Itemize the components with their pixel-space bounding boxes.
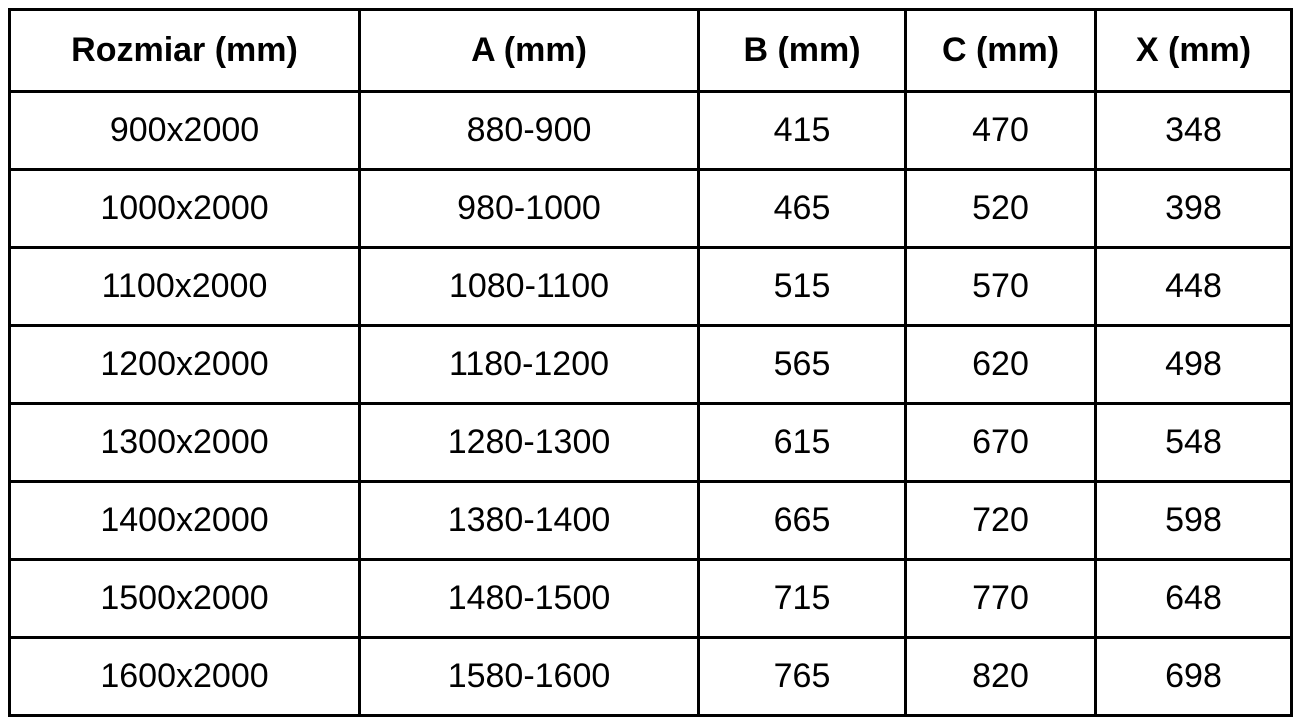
cell-a: 1480-1500 — [360, 560, 699, 638]
cell-rozmiar: 1200x2000 — [10, 326, 360, 404]
column-header-c: C (mm) — [906, 10, 1096, 92]
column-header-x: X (mm) — [1096, 10, 1292, 92]
cell-c: 720 — [906, 482, 1096, 560]
cell-c: 520 — [906, 170, 1096, 248]
cell-b: 615 — [699, 404, 906, 482]
cell-x: 398 — [1096, 170, 1292, 248]
cell-x: 598 — [1096, 482, 1292, 560]
dimensions-table-container — [8, 8, 1293, 717]
cell-rozmiar: 900x2000 — [10, 92, 360, 170]
cell-c: 570 — [906, 248, 1096, 326]
cell-x: 348 — [1096, 92, 1292, 170]
cell-rozmiar: 1000x2000 — [10, 170, 360, 248]
column-header-b: B (mm) — [699, 10, 906, 92]
table-row — [10, 92, 1292, 170]
cell-c: 670 — [906, 404, 1096, 482]
cell-a: 1380-1400 — [360, 482, 699, 560]
table-row — [10, 170, 1292, 248]
column-header-rozmiar: Rozmiar (mm) — [10, 10, 360, 92]
cell-a: 1180-1200 — [360, 326, 699, 404]
column-header-a: A (mm) — [360, 10, 699, 92]
table-row — [10, 560, 1292, 638]
cell-x: 698 — [1096, 638, 1292, 716]
cell-rozmiar: 1500x2000 — [10, 560, 360, 638]
table-row — [10, 404, 1292, 482]
table-row — [10, 326, 1292, 404]
cell-c: 820 — [906, 638, 1096, 716]
cell-c: 620 — [906, 326, 1096, 404]
cell-c: 470 — [906, 92, 1096, 170]
cell-a: 1080-1100 — [360, 248, 699, 326]
cell-x: 448 — [1096, 248, 1292, 326]
table-row — [10, 482, 1292, 560]
cell-x: 498 — [1096, 326, 1292, 404]
cell-rozmiar: 1600x2000 — [10, 638, 360, 716]
cell-a: 880-900 — [360, 92, 699, 170]
dimensions-table — [8, 8, 1293, 717]
cell-x: 648 — [1096, 560, 1292, 638]
cell-rozmiar: 1300x2000 — [10, 404, 360, 482]
cell-b: 515 — [699, 248, 906, 326]
cell-rozmiar: 1400x2000 — [10, 482, 360, 560]
cell-a: 1280-1300 — [360, 404, 699, 482]
cell-c: 770 — [906, 560, 1096, 638]
cell-b: 465 — [699, 170, 906, 248]
cell-rozmiar: 1100x2000 — [10, 248, 360, 326]
cell-a: 980-1000 — [360, 170, 699, 248]
cell-b: 415 — [699, 92, 906, 170]
cell-a: 1580-1600 — [360, 638, 699, 716]
table-row — [10, 248, 1292, 326]
cell-b: 565 — [699, 326, 906, 404]
cell-b: 715 — [699, 560, 906, 638]
cell-b: 765 — [699, 638, 906, 716]
cell-x: 548 — [1096, 404, 1292, 482]
header-row — [10, 10, 1292, 92]
cell-b: 665 — [699, 482, 906, 560]
table-row — [10, 638, 1292, 716]
